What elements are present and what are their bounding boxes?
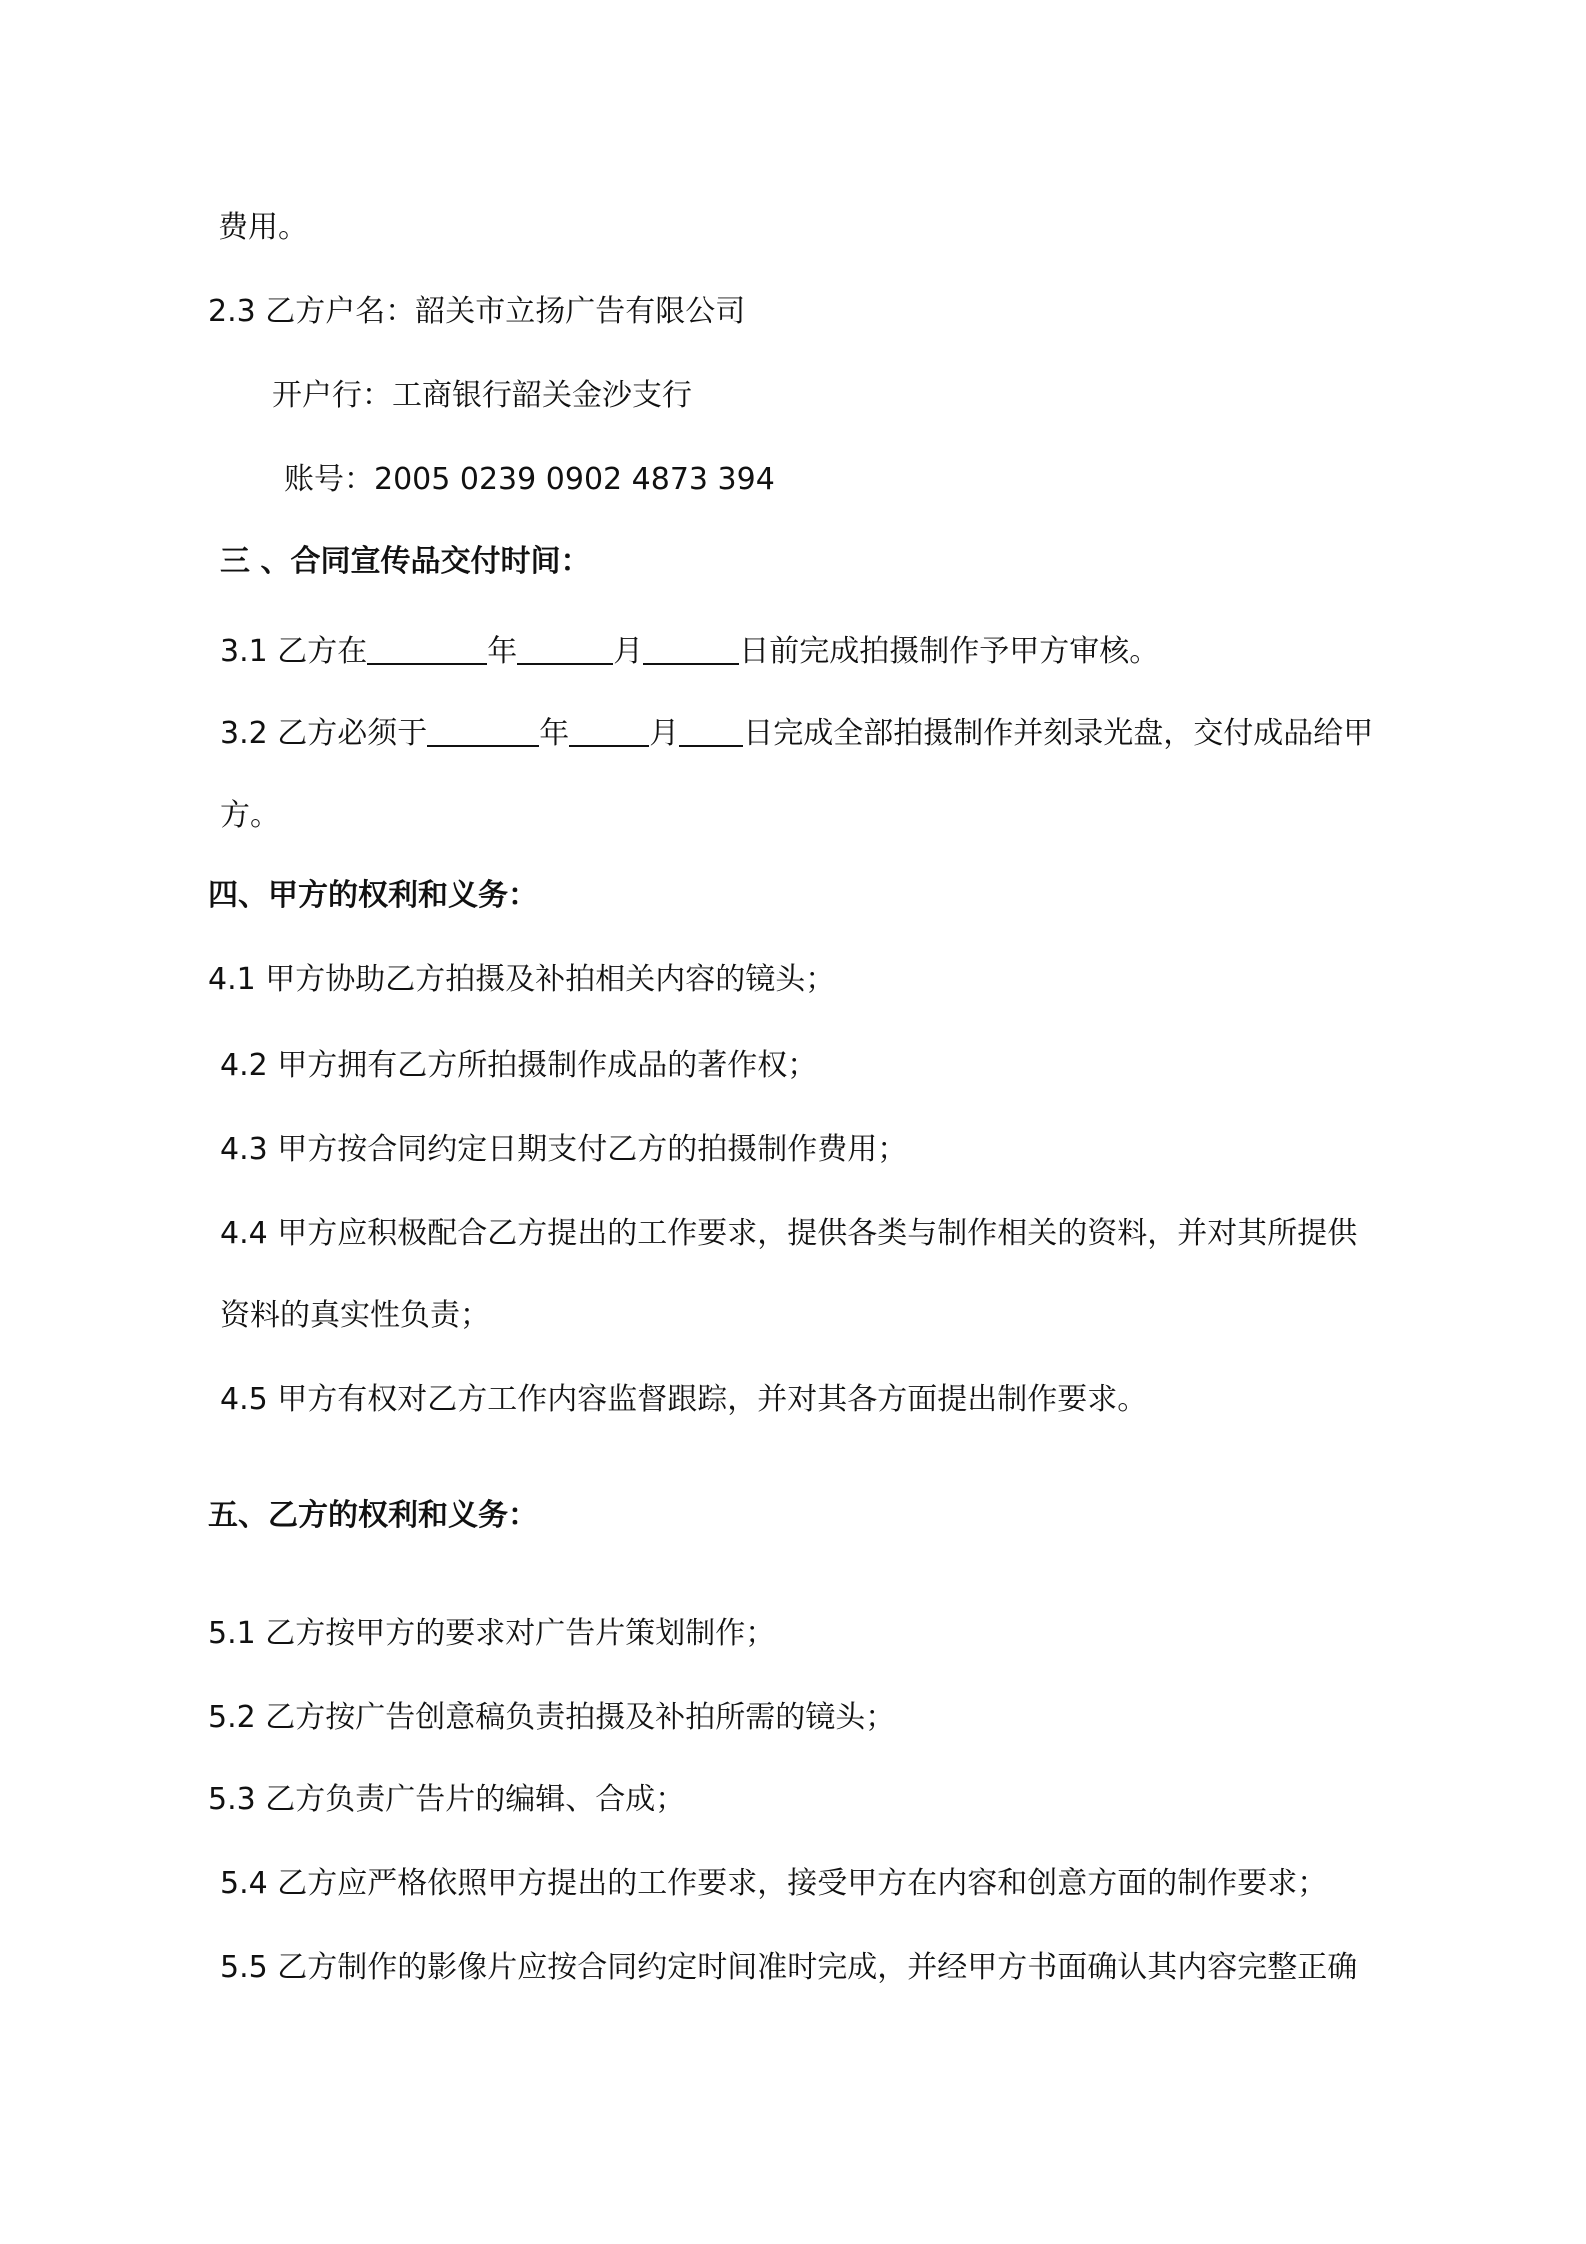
- blank-year-field: [367, 633, 487, 665]
- blank-month-field: [569, 715, 649, 747]
- blank-day-field: [643, 633, 739, 665]
- text-line-fee: 费用。: [218, 210, 308, 245]
- section-heading-4: 四、甲方的权利和义务：: [208, 878, 538, 913]
- blank-day-field: [679, 715, 743, 747]
- text-line-account-number: 账号：2005 0239 0902 4873 394: [284, 462, 775, 497]
- clause-3-2-month: 月: [649, 716, 680, 751]
- clause-5-5: 5.5 乙方制作的影像片应按合同约定时间准时完成，并经甲方书面确认其内容完整正确: [220, 1950, 1358, 1985]
- clause-4-5: 4.5 甲方有权对乙方工作内容监督跟踪，并对其各方面提出制作要求。: [220, 1382, 1148, 1417]
- clause-3-2-year: 年: [539, 716, 570, 751]
- clause-4-4: 4.4 甲方应积极配合乙方提出的工作要求，提供各类与制作相关的资料，并对其所提供: [220, 1216, 1358, 1251]
- clause-5-4: 5.4 乙方应严格依照甲方提出的工作要求，接受甲方在内容和创意方面的制作要求；: [220, 1866, 1328, 1901]
- blank-month-field: [517, 633, 613, 665]
- clause-3-2-prefix: 3.2 乙方必须于: [220, 716, 428, 751]
- text-line-account-name: 2.3 乙方户名：韶关市立扬广告有限公司: [208, 294, 746, 329]
- clause-4-3: 4.3 甲方按合同约定日期支付乙方的拍摄制作费用；: [220, 1132, 908, 1167]
- clause-3-2: [220, 714, 1373, 754]
- section-heading-3: 三 、合同宣传品交付时间：: [220, 544, 591, 579]
- clause-3-2-suffix: 日完成全部拍摄制作并刻录光盘，交付成品给甲: [743, 716, 1374, 751]
- clause-4-4-cont: 资料的真实性负责；: [220, 1298, 490, 1333]
- section-heading-5: 五、乙方的权利和义务：: [208, 1498, 538, 1533]
- clause-4-2: 4.2 甲方拥有乙方所拍摄制作成品的著作权；: [220, 1048, 818, 1083]
- clause-3-1-month: 月: [613, 634, 644, 669]
- clause-3-1-suffix: 日前完成拍摄制作予甲方审核。: [739, 634, 1160, 669]
- clause-3-1-year: 年: [487, 634, 518, 669]
- clause-3-1: [220, 632, 1159, 672]
- clause-5-3: 5.3 乙方负责广告片的编辑、合成；: [208, 1782, 686, 1817]
- clause-5-1: 5.1 乙方按甲方的要求对广告片策划制作；: [208, 1616, 776, 1651]
- clause-3-2-cont: 方。: [220, 798, 280, 833]
- text-line-bank: 开户行：工商银行韶关金沙支行: [272, 378, 692, 413]
- clause-5-2: 5.2 乙方按广告创意稿负责拍摄及补拍所需的镜头；: [208, 1700, 896, 1735]
- blank-year-field: [427, 715, 539, 747]
- clause-3-1-prefix: 3.1 乙方在: [220, 634, 368, 669]
- clause-4-1: 4.1 甲方协助乙方拍摄及补拍相关内容的镜头；: [208, 962, 836, 997]
